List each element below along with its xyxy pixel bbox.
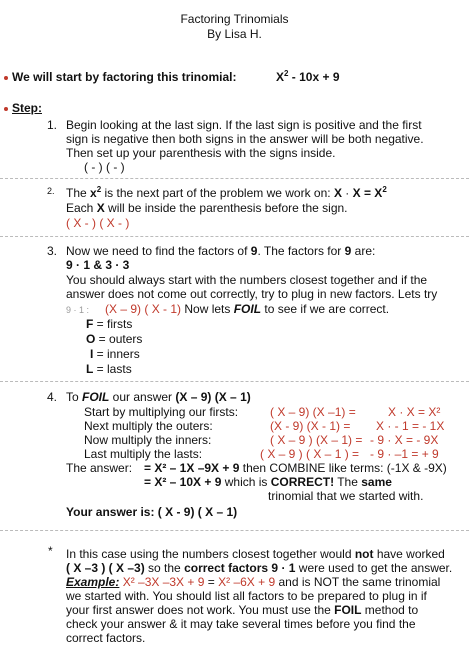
foil-row-label: Next multiply the outers: (84, 419, 213, 433)
foil-lasts: L = lasts (86, 362, 132, 376)
foil-row-label: Last multiply the lasts: (84, 447, 203, 461)
bullet-icon (4, 76, 8, 80)
intro-expression: $X^2 - 10x + 9$ (276, 69, 340, 84)
step1-text: Then set up your parenthesis with the signs inside. (66, 146, 336, 160)
author-line: By Lisa H. (207, 27, 262, 41)
note-line4: we started with. You should list all factors to be prepared to plug in if (66, 589, 427, 603)
answer-line2: = X² – 10X + 9 which is CORRECT! The same (144, 475, 392, 489)
step2-number: 2. (47, 186, 55, 196)
note-line6: check your answer & it may take several times before you find the (66, 617, 416, 631)
step1-text: Begin looking at the last sign. If the last sign is positive and the first (66, 118, 422, 132)
note-line1: In this case using the numbers closest together would not have worked (66, 547, 445, 561)
final-answer: Your answer is: ( X - 9) ( X – 1) (66, 505, 238, 519)
note-line2: ( X –3 ) ( X –3) so the correct factors 9 · 1 were used to get the answer. (66, 561, 453, 575)
step3-line5: 9 · 1 : (X – 9) ( X - 1) Now lets FOIL to see if we are correct. (66, 302, 390, 316)
intro-label: We will start by factoring this trinomial: (12, 70, 237, 84)
step2-line2: Each X will be inside the parenthesis before the sign. (66, 201, 348, 215)
answer-label: The answer: (66, 461, 133, 475)
foil-row-result: X · X = X² (388, 405, 441, 419)
divider (0, 381, 469, 382)
note-line7: correct factors. (66, 631, 146, 645)
step3-factors: 9 · 1 & 3 · 3 (66, 258, 130, 272)
step1-text: sign is negative then both signs in the answer will be both negative. (66, 132, 424, 146)
step2-parens: ( X - ) ( X - ) (66, 216, 130, 230)
divider (0, 236, 469, 237)
note-asterisk: * (48, 544, 53, 558)
step3-number: 3. (47, 244, 58, 258)
step-heading: Step: (12, 101, 42, 115)
foil-row-expr: ( X – 9 ) ( X – 1 ) = (260, 447, 360, 461)
step4-number: 4. (47, 390, 58, 404)
step3-text: You should always start with the numbers closest together and if the (66, 273, 428, 287)
step3-line1: Now we need to find the factors of 9. The factors for 9 are: (66, 244, 376, 258)
step1-signs: ( - ) ( - ) (84, 160, 125, 174)
foil-row-label: Start by multiplying our firsts: (84, 405, 239, 419)
foil-row-expr: ( X – 9 ) (X – 1) = (270, 433, 363, 447)
foil-row-result: - 9 · X = - 9X (370, 433, 439, 447)
foil-row-expr: ( X – 9) (X –1) = (270, 405, 356, 419)
divider (0, 178, 469, 179)
note-line5: your first answer does not work. You must use the FOIL method to (66, 603, 419, 617)
foil-row-result: X · - 1 = - 1X (376, 419, 445, 433)
answer-line1: = X² – 1X –9X + 9 then COMBINE like terms: (-1X & -9X) (144, 461, 447, 475)
step4-line1: To FOIL our answer (X – 9) (X – 1) (66, 390, 251, 404)
foil-row-expr: (X - 9) (X - 1) = (270, 419, 351, 433)
step3-text: answer does not come out correctly, try to plug in new factors. Lets try (66, 287, 438, 301)
page-title: Factoring Trinomials (180, 12, 289, 26)
note-line3: Example: X² –3X –3X + 9 = X² –6X + 9 and is NOT the same trinomial (66, 575, 441, 589)
foil-outers: O = outers (86, 332, 143, 346)
foil-row-label: Now multiply the inners: (84, 433, 212, 447)
bullet-icon (4, 107, 8, 111)
step1-number: 1. (47, 118, 58, 132)
divider (0, 530, 469, 531)
foil-row-result: - 9 · –1 = + 9 (370, 447, 439, 461)
step2-line1: The $x^2$ is the next part of the problem we work on: $X \cdot X = X^2$ (66, 185, 387, 200)
answer-line3: trinomial that we started with. (268, 489, 424, 503)
foil-inners: I = inners (90, 347, 140, 361)
foil-firsts: F = firsts (86, 317, 133, 331)
